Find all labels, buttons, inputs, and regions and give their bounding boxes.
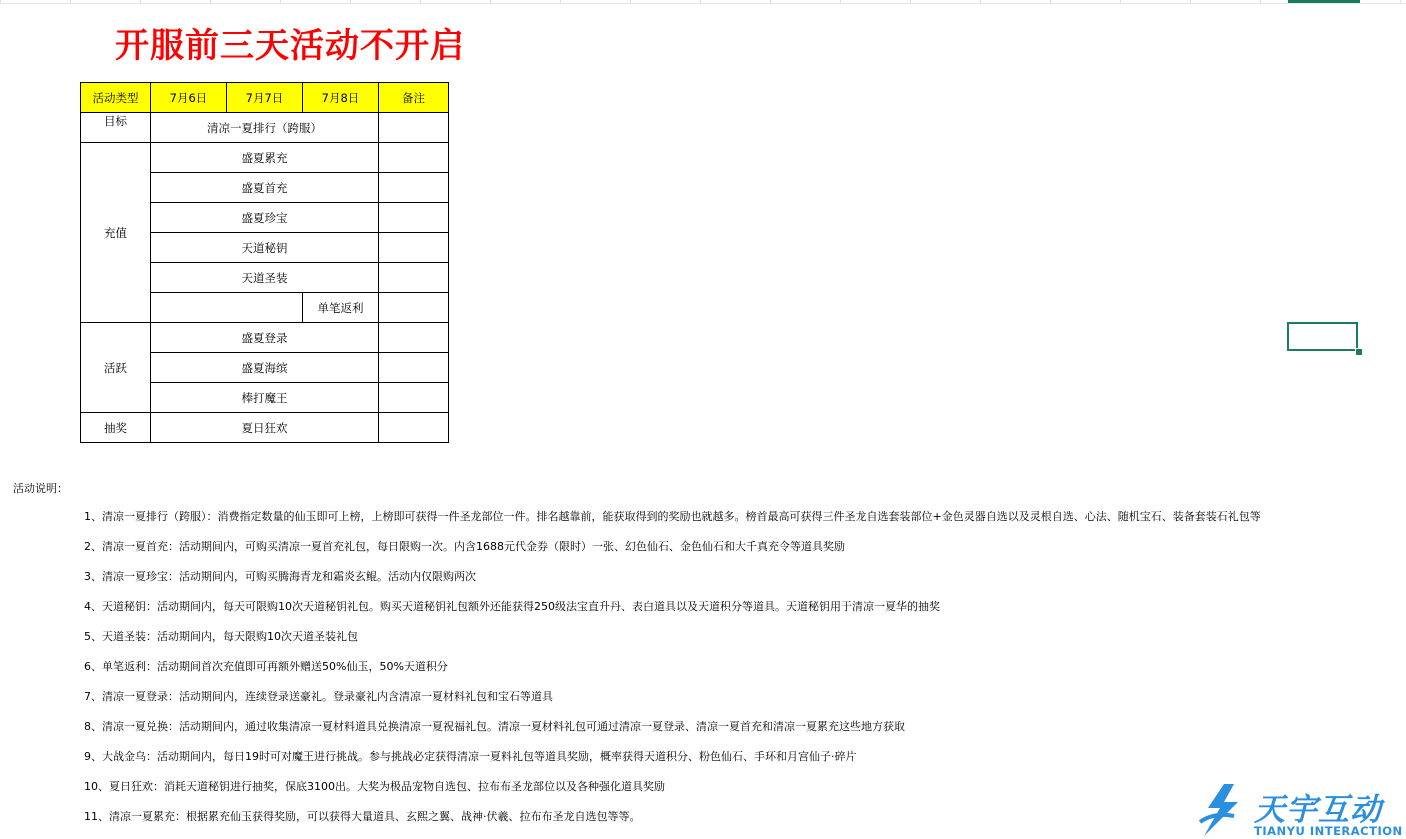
note-cell[interactable] xyxy=(379,233,449,263)
notes-heading: 活动说明： xyxy=(13,482,68,495)
activity-cell[interactable]: 盛夏登录 xyxy=(151,323,379,353)
empty-cell[interactable] xyxy=(151,293,303,323)
activity-cell[interactable]: 清凉一夏排行（跨服） xyxy=(151,113,379,143)
activity-cell[interactable]: 天道秘钥 xyxy=(151,233,379,263)
active-cell-selection[interactable] xyxy=(1287,322,1358,351)
group-active[interactable]: 活跃 xyxy=(81,323,151,413)
logo-name: 天宇互动 xyxy=(1254,792,1382,828)
activity-cell[interactable]: 夏日狂欢 xyxy=(151,413,379,443)
activity-cell[interactable]: 盛夏首充 xyxy=(151,173,379,203)
activity-cell[interactable]: 单笔返利 xyxy=(303,293,379,323)
activity-cell[interactable]: 盛夏累充 xyxy=(151,143,379,173)
note-item: 4、天道秘钥：活动期间内，每天可限购10次天道秘钥礼包。购买天道秘钥礼包额外还能获得250级法宝直升丹、表白道具以及天道积分等道具。天道秘钥用于清凉一夏华的抽奖 xyxy=(84,600,940,613)
table-header-row xyxy=(81,83,449,113)
tianyu-logo-icon xyxy=(1194,782,1250,838)
note-item: 6、单笔返利：活动期间首次充值即可再额外赠送50%仙玉，50%天道积分 xyxy=(84,660,448,673)
note-cell[interactable] xyxy=(379,203,449,233)
note-item: 11、清凉一夏累充：根据累充仙玉获得奖励，可以获得大量道具、玄熙之翼、战神·伏羲、拉布布圣龙自选包等等。 xyxy=(84,810,641,823)
table-row xyxy=(81,113,449,143)
note-cell[interactable] xyxy=(379,143,449,173)
note-cell[interactable] xyxy=(379,263,449,293)
header-day-2[interactable]: 7月7日 xyxy=(227,83,303,113)
group-target[interactable]: 目标 xyxy=(81,113,151,143)
note-cell[interactable] xyxy=(379,413,449,443)
header-notes[interactable]: 备注 xyxy=(379,83,449,113)
selected-column-indicator xyxy=(1288,0,1360,3)
group-recharge[interactable]: 充值 xyxy=(81,143,151,323)
note-cell[interactable] xyxy=(379,173,449,203)
header-day-3[interactable]: 7月8日 xyxy=(303,83,379,113)
activity-cell[interactable]: 盛夏珍宝 xyxy=(151,203,379,233)
notes-list xyxy=(84,508,1261,838)
note-cell[interactable] xyxy=(379,353,449,383)
fill-handle[interactable] xyxy=(1355,348,1363,356)
note-item: 10、夏日狂欢：消耗天道秘钥进行抽奖，保底3100出。大奖为极品宠物自选包、拉布布圣龙部位以及各种强化道具奖励 xyxy=(84,780,665,793)
header-activity-type[interactable]: 活动类型 xyxy=(81,83,151,113)
note-cell[interactable] xyxy=(379,323,449,353)
note-cell[interactable] xyxy=(379,383,449,413)
note-item: 9、大战金乌：活动期间内，每日19时可对魔王进行挑战。参与挑战必定获得清凉一夏料礼包等道具奖励，概率获得天道积分、粉色仙石、手环和月宫仙子·碎片 xyxy=(84,750,857,763)
note-cell[interactable] xyxy=(379,113,449,143)
activity-cell[interactable]: 棒打魔王 xyxy=(151,383,379,413)
note-item: 3、清凉一夏珍宝：活动期间内，可购买腾海青龙和霜炎玄鲲。活动内仅限购两次 xyxy=(84,570,476,583)
note-item: 1、清凉一夏排行（跨服）：消费指定数量的仙玉即可上榜，上榜即可获得一件圣龙部位一件。排名越靠前，能获取得到的奖励也就越多。榜首最高可获得三件圣龙自选套装部位+金色灵器自选以及灵根自选、心法、随机宝石、装备套装石礼包等 xyxy=(84,510,1261,523)
note-item: 2、清凉一夏首充：活动期间内，可购买清凉一夏首充礼包，每日限购一次。内含1688元代金券（限时）一张、幻色仙石、金色仙石和大千真充令等道具奖励 xyxy=(84,540,845,553)
activity-cell[interactable]: 盛夏海缤 xyxy=(151,353,379,383)
header-day-1[interactable]: 7月6日 xyxy=(151,83,227,113)
page-title: 开服前三天活动不开启 xyxy=(115,26,465,66)
activity-cell[interactable]: 天道圣装 xyxy=(151,263,379,293)
logo-subtitle: TIANYU INTERACTION xyxy=(1254,824,1403,838)
column-header-strip xyxy=(0,0,1406,4)
table-row xyxy=(81,143,449,173)
note-item: 8、清凉一夏兑换：活动期间内，通过收集清凉一夏材料道具兑换清凉一夏祝福礼包。清凉一夏材料礼包可通过清凉一夏登录、清凉一夏首充和清凉一夏累充这些地方获取 xyxy=(84,720,905,733)
group-lottery[interactable]: 抽奖 xyxy=(81,413,151,443)
note-item: 7、清凉一夏登录：活动期间内，连续登录送豪礼。登录豪礼内含清凉一夏材料礼包和宝石等道具 xyxy=(84,690,553,703)
note-cell[interactable] xyxy=(379,293,449,323)
note-item: 5、天道圣装：活动期间内，每天限购10次天道圣装礼包 xyxy=(84,630,358,643)
activity-schedule-table xyxy=(80,82,449,443)
table-row xyxy=(81,323,449,353)
table-row xyxy=(81,413,449,443)
tianyu-logo xyxy=(1194,782,1404,838)
